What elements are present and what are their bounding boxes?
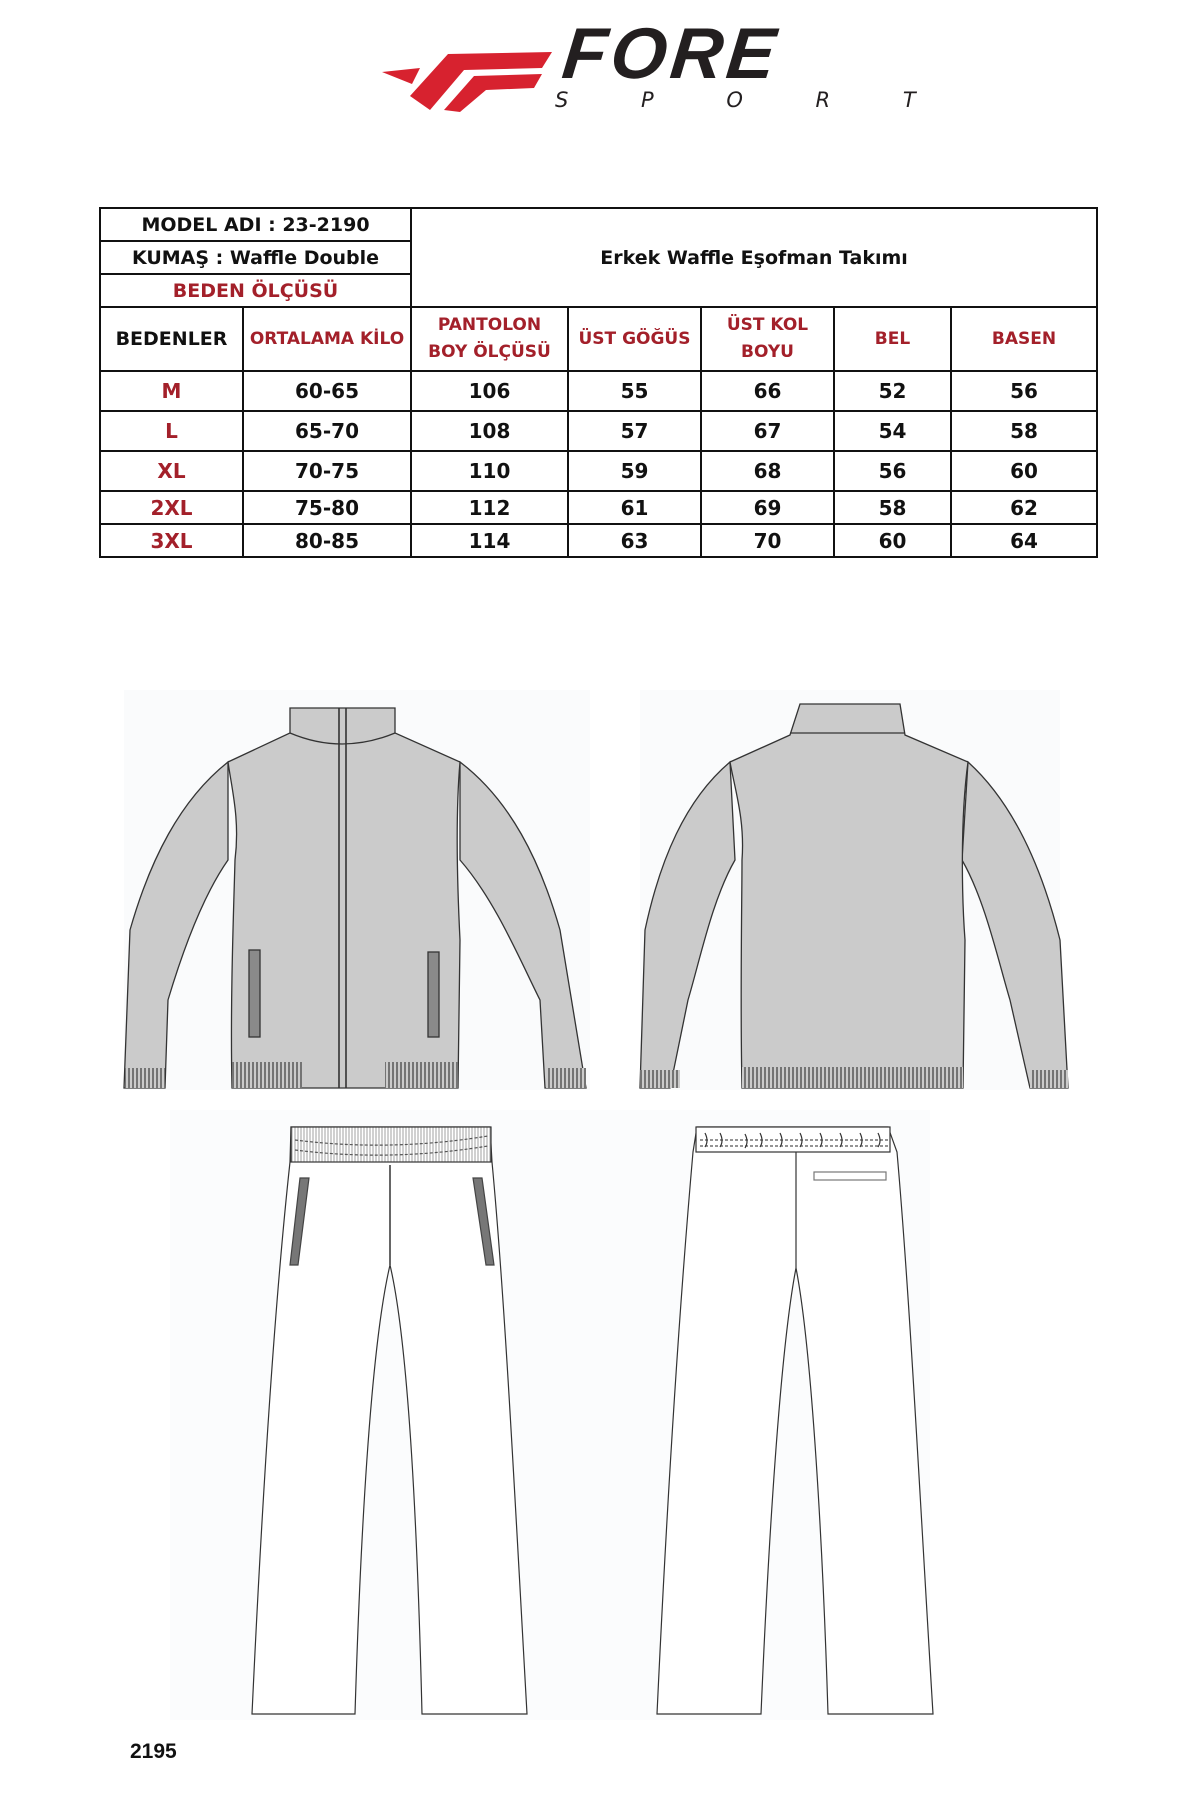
size-cell: L (100, 411, 243, 451)
hip-cell: 58 (951, 411, 1097, 451)
chest-cell: 57 (568, 411, 701, 451)
pants-length-cell: 106 (411, 371, 568, 411)
pants-length-cell: 108 (411, 411, 568, 451)
hip-cell: 64 (951, 524, 1097, 557)
chest-cell: 61 (568, 491, 701, 524)
hip-cell: 62 (951, 491, 1097, 524)
sleeve-cell: 66 (701, 371, 834, 411)
product-code: 2195 (130, 1740, 177, 1763)
size-cell: XL (100, 451, 243, 491)
header-pants-line1: PANTOLON (437, 315, 542, 335)
header-pants-line2: BOY ÖLÇÜSÜ (428, 342, 551, 362)
header-hip: BASEN (951, 307, 1097, 371)
size-cell: M (100, 371, 243, 411)
size-cell: 2XL (100, 491, 243, 524)
weight-cell: 60-65 (243, 371, 411, 411)
header-sleeve-line2: BOYU (741, 342, 794, 362)
brand-name: FORE (558, 14, 784, 94)
sleeve-cell: 68 (701, 451, 834, 491)
sleeve-cell: 70 (701, 524, 834, 557)
waist-cell: 52 (834, 371, 951, 411)
waist-cell: 54 (834, 411, 951, 451)
fabric-label: KUMAŞ : Waffle Double (100, 241, 411, 274)
header-waist: BEL (834, 307, 951, 371)
header-sleeve-line1: ÜST KOL (726, 315, 809, 335)
chest-cell: 63 (568, 524, 701, 557)
chest-cell: 59 (568, 451, 701, 491)
pants-length-cell: 114 (411, 524, 568, 557)
header-avg-weight: ORTALAMA KİLO (243, 307, 411, 371)
weight-cell: 65-70 (243, 411, 411, 451)
sleeve-cell: 69 (701, 491, 834, 524)
product-title: Erkek Waffle Eşofman Takımı (411, 208, 1097, 307)
waist-cell: 60 (834, 524, 951, 557)
header-chest: ÜST GÖĞÜS (568, 307, 701, 371)
chest-cell: 55 (568, 371, 701, 411)
brand-subtitle: S P O R T (555, 88, 949, 112)
weight-cell: 70-75 (243, 451, 411, 491)
size-chart-label: BEDEN ÖLÇÜSÜ (100, 274, 411, 307)
pants-length-cell: 112 (411, 491, 568, 524)
header-sizes: BEDENLER (100, 307, 243, 371)
sleeve-cell: 67 (701, 411, 834, 451)
size-cell: 3XL (100, 524, 243, 557)
hip-cell: 60 (951, 451, 1097, 491)
weight-cell: 80-85 (243, 524, 411, 557)
hip-cell: 56 (951, 371, 1097, 411)
waist-cell: 56 (834, 451, 951, 491)
pants-length-cell: 110 (411, 451, 568, 491)
weight-cell: 75-80 (243, 491, 411, 524)
model-name: MODEL ADI : 23-2190 (100, 208, 411, 241)
waist-cell: 58 (834, 491, 951, 524)
